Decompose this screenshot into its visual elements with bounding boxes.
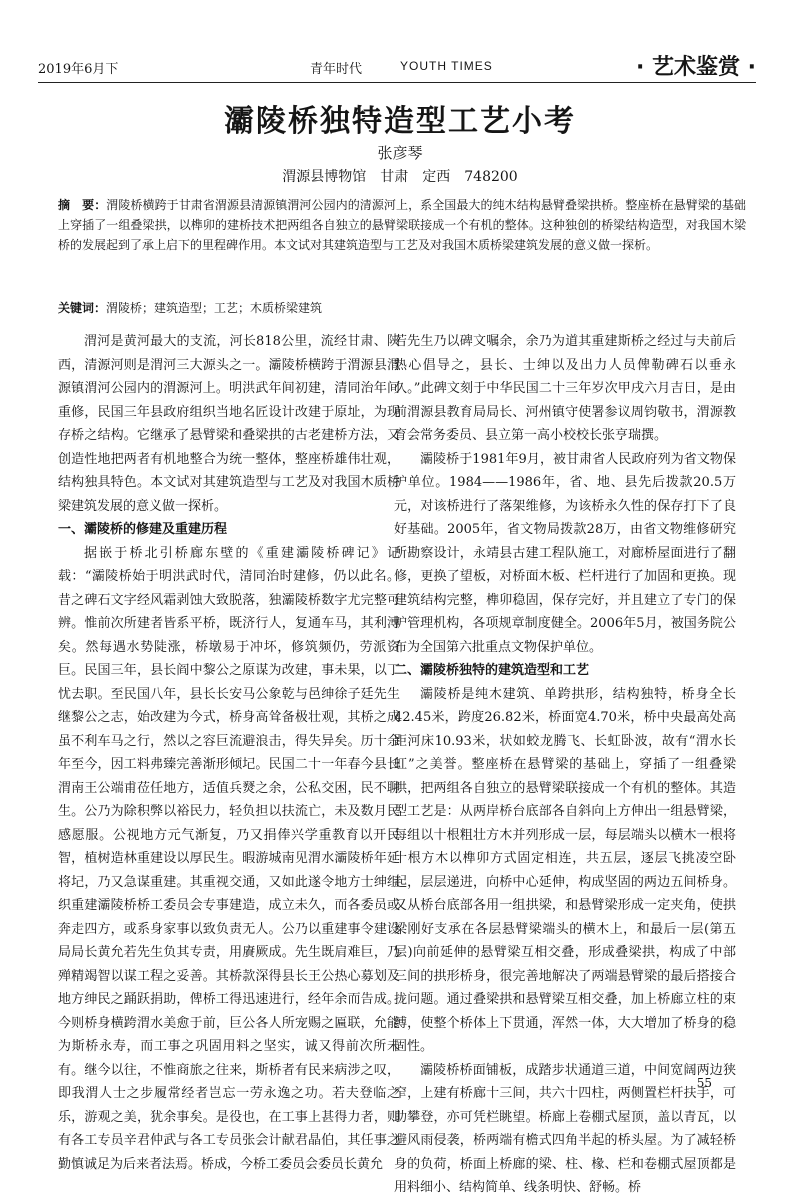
- paragraph: 渭河是黄河最大的支流，河长818公里，流经甘肃、陕西，清源河则是渭河三大源头之一。灞陵桥横跨于渭源县渭源镇渭河公园内的渭源河上。明洪武年间初建，清同治年间重修，民国三年县政府组织当地名匠设计改建于原址，为现存桥之结构。它继承了悬臂梁和叠梁拱的古老建桥方法，又创造性地把两者有机地整合为统一整体，整座桥雄伟壮观，结构独具特色。本文试对其建筑造型与工艺及对我国木质桥梁建筑发展的意义做一探析。: [58, 334, 400, 514]
- keywords: [58, 298, 746, 318]
- keywords-label: 关键词：: [58, 301, 107, 315]
- header-rule: [38, 82, 756, 83]
- abstract-text: 渭陵桥横跨于甘肃省渭源县清源镇渭河公园内的清源河上，系全国最大的纯木结构悬臂叠梁拱桥。整座桥在悬臂梁的基础上穿插了一组叠梁拱，以榫卯的建桥技术把两组各自独立的悬臂梁联接成一个有机的整体。这种独创的桥梁结构造型，对我国木梁桥的发展起到了承上启下的里程碑作用。本文试对其建筑造型与工艺及对我国木质桥梁建筑发展的意义做一探析。: [58, 198, 746, 252]
- journal-name-cn: 青年时代: [310, 62, 363, 77]
- body-column-left: [58, 330, 400, 1176]
- running-header: [38, 50, 756, 82]
- body-column-right: [394, 330, 736, 1200]
- paragraph: 灞陵桥是纯木建筑、单跨拱形，结构独特，桥身全长42.45米，跨度26.82米，桥面宽4.70米，桥中央最高处高距河床10.93米，状如蛟龙腾飞、长虹卧波，故有“渭水长虹”之美誉。整座桥在悬臂梁的基础上，穿插了一组叠梁拱，把两组各自独立的悬臂梁联接成一个有机的整体。其造型工艺是：从两岸桥台底部各自斜向上方伸出一组悬臂梁，每组以十根粗壮方木并列形成一层，每层端头以横木一根将十根方木以榫卯方式固定相连，共五层，逐层飞挑凌空卧起，层层递进，向桥中心延伸，构成坚固的两边五间桥身。又从桥台底部各用一组拱梁，和悬臂梁形成一定夹角，使拱梁刚好支承在各层悬臂梁端头的横木上，和最后一层(第五层)向前延伸的悬臂梁互相交叠，形成叠梁拱，构成了中部三间的拱形桥身，很完善地解决了两端悬臂梁的最后搭接合拢问题。通过叠梁拱和悬臂梁互相交叠，加上桥廊立柱的束缚，使整个桥体上下贯通，浑然一体，大大增加了桥身的稳固性。: [394, 686, 736, 1054]
- abstract: [58, 195, 746, 255]
- paragraph: 灞陵桥桥面铺板，成踏步状通道三道，中间宽阔两边狭窄，上建有桥廊十三间，共六十四柱，两侧置栏杆扶手，可助攀登，亦可凭栏眺望。桥廊上卷棚式屋顶，盖以青瓦，以避风雨侵袭，桥两端有檐式四角半起的桥头屋。为了减轻桥身的负荷，桥面上桥廊的梁、柱、椽、栏和卷棚式屋顶都是用料细小、结构简单、线条明快、舒畅。桥: [394, 1062, 736, 1195]
- section-label: · 艺术鉴赏 ·: [635, 55, 756, 80]
- article-title: 灞陵桥独特造型工艺小考: [224, 104, 576, 139]
- affiliation: 渭源县博物馆 甘肃 定西 748200: [282, 169, 518, 185]
- journal-name-en: YOUTH TIMES: [400, 59, 493, 73]
- abstract-label: 摘 要：: [58, 198, 107, 212]
- author-name: 张彦琴: [377, 144, 423, 162]
- paragraph: 灞陵桥于1981年9月，被甘肃省人民政府列为省文物保护单位。1984——1986年，省、地、县先后拨款20.5万元，对该桥进行了落架维修，为该桥永久性的保存打下了良好基础。2005年，省文物局拨款28万，由省文物维修研究所勘察设计，永靖县古建工程队施工，对廊桥屋面进行了翻修，更换了望板，对桥面木板、栏杆进行了加固和更换。现建筑结构完整，榫卯稳固，保存完好，并且建立了专门的保护管理机构，各项规章制度健全。2006年5月，被国务院公布为全国第六批重点文物保护单位。: [394, 451, 736, 655]
- paragraph: 若先生乃以碑文嘱余，余乃为道其重建斯桥之经过与夫前后热心倡导之，县长、士绅以及出力人员俾勒碑石以垂永久。”此碑文刻于中华民国二十三年岁次甲戌六月吉日，是由前渭源县教育局局长、河州镇守使署参议周钧敬书，渭源教育会常务委员、县立第一高小校校长张亨瑞撰。: [394, 334, 736, 443]
- keywords-text: 渭陵桥；建筑造型；工艺；木质桥梁建筑: [106, 301, 323, 315]
- page-number: 55: [696, 1076, 712, 1090]
- section-heading-2: 二、灞陵桥独特的建筑造型和工艺: [394, 663, 590, 678]
- section-heading-1: 一、灞陵桥的修建及重建历程: [58, 522, 228, 537]
- issue-date: 2019年6月下: [38, 62, 119, 77]
- paragraph: 据嵌于桥北引桥廊东壁的《重建灞陵桥碑记》记载：“灞陵桥始于明洪武时代，清同治时建修，仍以此名。昔之碑石文字经风霜剥蚀大致脱落，独灞陵桥数字尤完整可辨。惟前次所建者皆系平桥，既济行人，复通车马，其利溥矣。然每遇水势陡涨，桥墩易于冲坏，修筑频仍，劳派资巨。民国三年，县长阎中黎公之原谋为改建，事未果，以丁忧去职。至民国八年，县长长安马公象乾与邑绅徐子廷先生继黎公之志，始改建为今式，桥身高耸备极壮观，其桥之成虽不利车马之行，然以之容巨流避浪击，得失异矣。历十余年至今，因工料弗臻完善渐形倾圮。民国二十一年春今县长渭南王公端甫莅任地方，适值兵燹之余，公私交困，民不聊生。公乃为除积弊以裕民力，轻负担以扶流亡，未及数月民感愿服。公视地方元气渐复，乃又捐俸兴学重教育以开民智，植树造林重建设以厚民生。暇游城南见渭水灞陵桥年延将圮，乃又急谋重建。其重视交通，又如此遂令地方士绅组织重建灞陵桥桥工委员会专事建造，成立未久，而各委员或奔走四方，或系身家事以致负责无人。公乃以重建事令建设局局长黄允若先生负其专责，用賡厥成。先生既肩难巨，乃殚精竭智以谋工程之妥善。其桥款深得县长王公热心募划及地方绅民之踊跃捐助，俾桥工得迅速进行，经年余而告成。今则桥身横跨渭水美愈于前，巨公各人所宠赐之匾联，允能为斯桥永寿，而工事之巩固用料之坚实，诚又得前次所未有。继今以往，不惟商旅之往来，斯桥者有民来病涉之叹，即我渭人士之步履常经者岂忘一劳永逸之功。若夫登临之乐，游观之美，犹余事矣。是役也，在工事上甚得力者，则有各工专员辛君仲武与各工专员张会计献君晶伯，其任事之勤慎诚足为后来者法焉。桥成，今桥工委员会委员长黄允: [58, 545, 400, 1172]
